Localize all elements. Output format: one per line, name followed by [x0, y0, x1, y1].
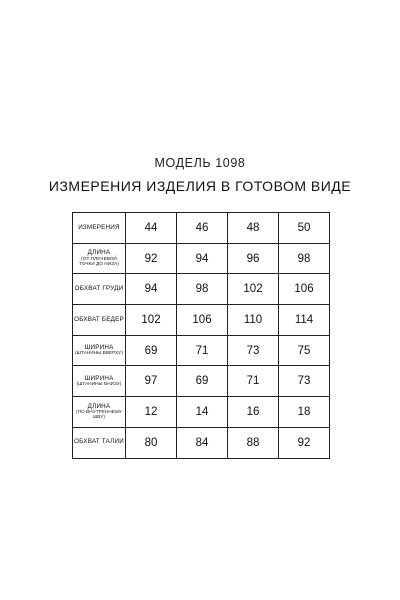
row-label-note: (ОТ ПЛЕЧЕВОЙ ТОЧКИ ДО НИЗА) [79, 256, 119, 266]
row-label-note: (ПО ВНУТРЕННЕМУ ШВУ) [76, 409, 122, 420]
row-label: ИЗМЕРЕНИЯ [78, 223, 120, 231]
size-header-cell: 48 [228, 213, 279, 244]
size-header-cell: 50 [279, 213, 330, 244]
row-label-cell [73, 305, 126, 336]
row-label-cell [73, 366, 126, 397]
value-cell: 96 [228, 243, 279, 274]
value-cell: 14 [177, 397, 228, 428]
value-cell: 92 [279, 427, 330, 458]
row-label: ОБХВАТ ТАЛИИ [74, 438, 124, 446]
row-label: ШИРИНА [84, 374, 114, 382]
value-cell: 88 [228, 427, 279, 458]
row-label: ДЛИНА [87, 402, 111, 410]
value-cell: 94 [177, 243, 228, 274]
value-cell: 110 [228, 305, 279, 336]
value-cell: 69 [177, 366, 228, 397]
row-label: ОБХВАТ БЕДЕР [74, 315, 124, 323]
table-row [73, 213, 330, 244]
table-row [73, 366, 330, 397]
value-cell: 16 [228, 397, 279, 428]
value-cell: 92 [126, 243, 177, 274]
table-row [73, 397, 330, 428]
model-title: МОДЕЛЬ 1098 [154, 156, 246, 170]
value-cell: 18 [279, 397, 330, 428]
row-label-cell [73, 213, 126, 244]
value-cell: 80 [126, 427, 177, 458]
table-row [73, 305, 330, 336]
row-label-cell [73, 274, 126, 305]
value-cell: 73 [279, 366, 330, 397]
value-cell: 73 [228, 335, 279, 366]
row-label-note: (ШТАНИНЫ ВНИЗУ) [76, 381, 122, 387]
row-label-cell [73, 427, 126, 458]
size-table [72, 212, 330, 459]
size-header-cell: 44 [126, 213, 177, 244]
value-cell: 102 [228, 274, 279, 305]
table-row [73, 427, 330, 458]
value-cell: 98 [279, 243, 330, 274]
value-cell: 97 [126, 366, 177, 397]
value-cell: 12 [126, 397, 177, 428]
value-cell: 114 [279, 305, 330, 336]
value-cell: 84 [177, 427, 228, 458]
row-label: ДЛИНА [87, 249, 111, 257]
value-cell: 71 [228, 366, 279, 397]
value-cell: 106 [279, 274, 330, 305]
row-label-cell [73, 397, 126, 428]
page-heading: ИЗМЕРЕНИЯ ИЗДЕЛИЯ В ГОТОВОМ ВИДЕ [48, 178, 352, 194]
value-cell: 102 [126, 305, 177, 336]
row-label-cell [73, 243, 126, 274]
value-cell: 71 [177, 335, 228, 366]
table-row [73, 274, 330, 305]
value-cell: 69 [126, 335, 177, 366]
row-label-note: (ШТАНИНЫ ВВЕРХУ) [75, 350, 123, 356]
table-row [73, 243, 330, 274]
size-header-cell: 46 [177, 213, 228, 244]
value-cell: 94 [126, 274, 177, 305]
value-cell: 106 [177, 305, 228, 336]
value-cell: 98 [177, 274, 228, 305]
row-label: ШИРИНА [84, 343, 114, 351]
row-label: ОБХВАТ ГРУДИ [74, 284, 124, 292]
row-label-cell [73, 335, 126, 366]
table-row [73, 335, 330, 366]
value-cell: 75 [279, 335, 330, 366]
